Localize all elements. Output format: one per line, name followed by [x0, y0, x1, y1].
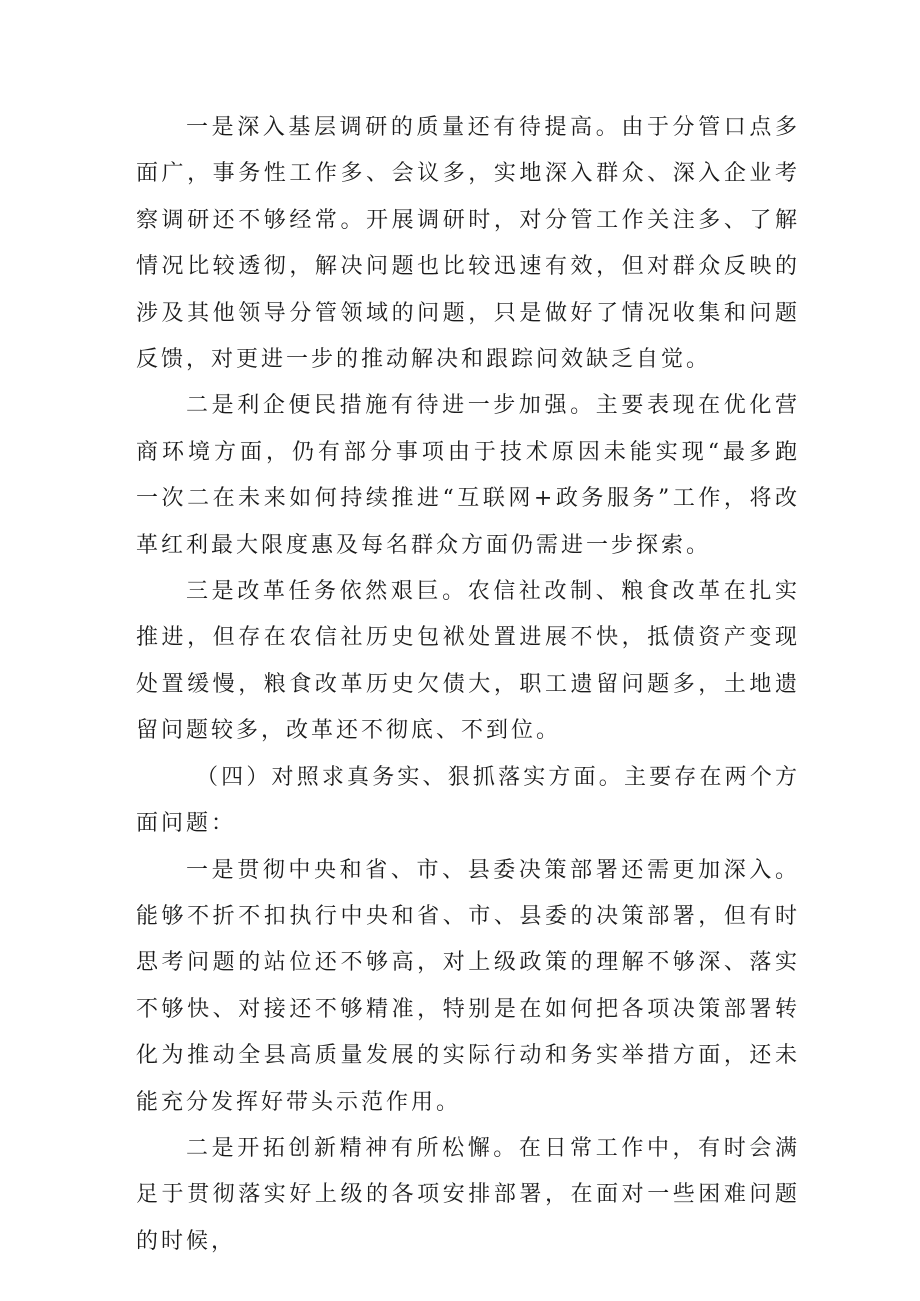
document-body — [136, 105, 800, 1265]
section-heading-four: （四）对照求真务实、狠抓落实方面。主要存在两个方面问题： — [136, 764, 800, 837]
paragraph-business-measures: 二是利企便民措施有待进一步加强。主要表现在优化营商环境方面，仍有部分事项由于技术原因未能实现“最多跑一次二在未来如何持续推进“互联网+政务服务”工作，将改革红利最大限度惠及每名群众方面仍需进一步探索。 — [136, 393, 800, 558]
paragraph-policy-implementation: 一是贯彻中央和省、市、县委决策部署还需更加深入。能够不折不扣执行中央和省、市、县委的决策部署，但有时思考问题的站位还不够高，对上级政策的理解不够深、落实不够快、对接还不够精准，特别是在如何把各项决策部署转化为推动全县高质量发展的实际行动和务实举措方面，还未能充分发挥好带头示范作用。 — [136, 857, 800, 1115]
paragraph-research-quality: 一是深入基层调研的质量还有待提高。由于分管口点多面广，事务性工作多、会议多，实地深入群众、深入企业考察调研还不够经常。开展调研时，对分管工作关注多、了解情况比较透彻，解决问题也比较迅速有效，但对群众反映的涉及其他领导分管领域的问题，只是做好了情况收集和问题反馈，对更进一步的推动解决和跟踪问效缺乏自觉。 — [136, 115, 800, 373]
paragraph-innovation-spirit: 二是开拓创新精神有所松懈。在日常工作中，有时会满足于贯彻落实好上级的各项安排部署，在面对一些困难问题的时候， — [136, 1135, 800, 1254]
paragraph-reform-tasks: 三是改革任务依然艰巨。农信社改制、粮食改革在扎实推进，但存在农信社历史包袱处置进展不快，抵债资产变现处置缓慢，粮食改革历史欠债大，职工遗留问题多，土地遗留问题较多，改革还不彻底、不到位。 — [136, 579, 800, 744]
